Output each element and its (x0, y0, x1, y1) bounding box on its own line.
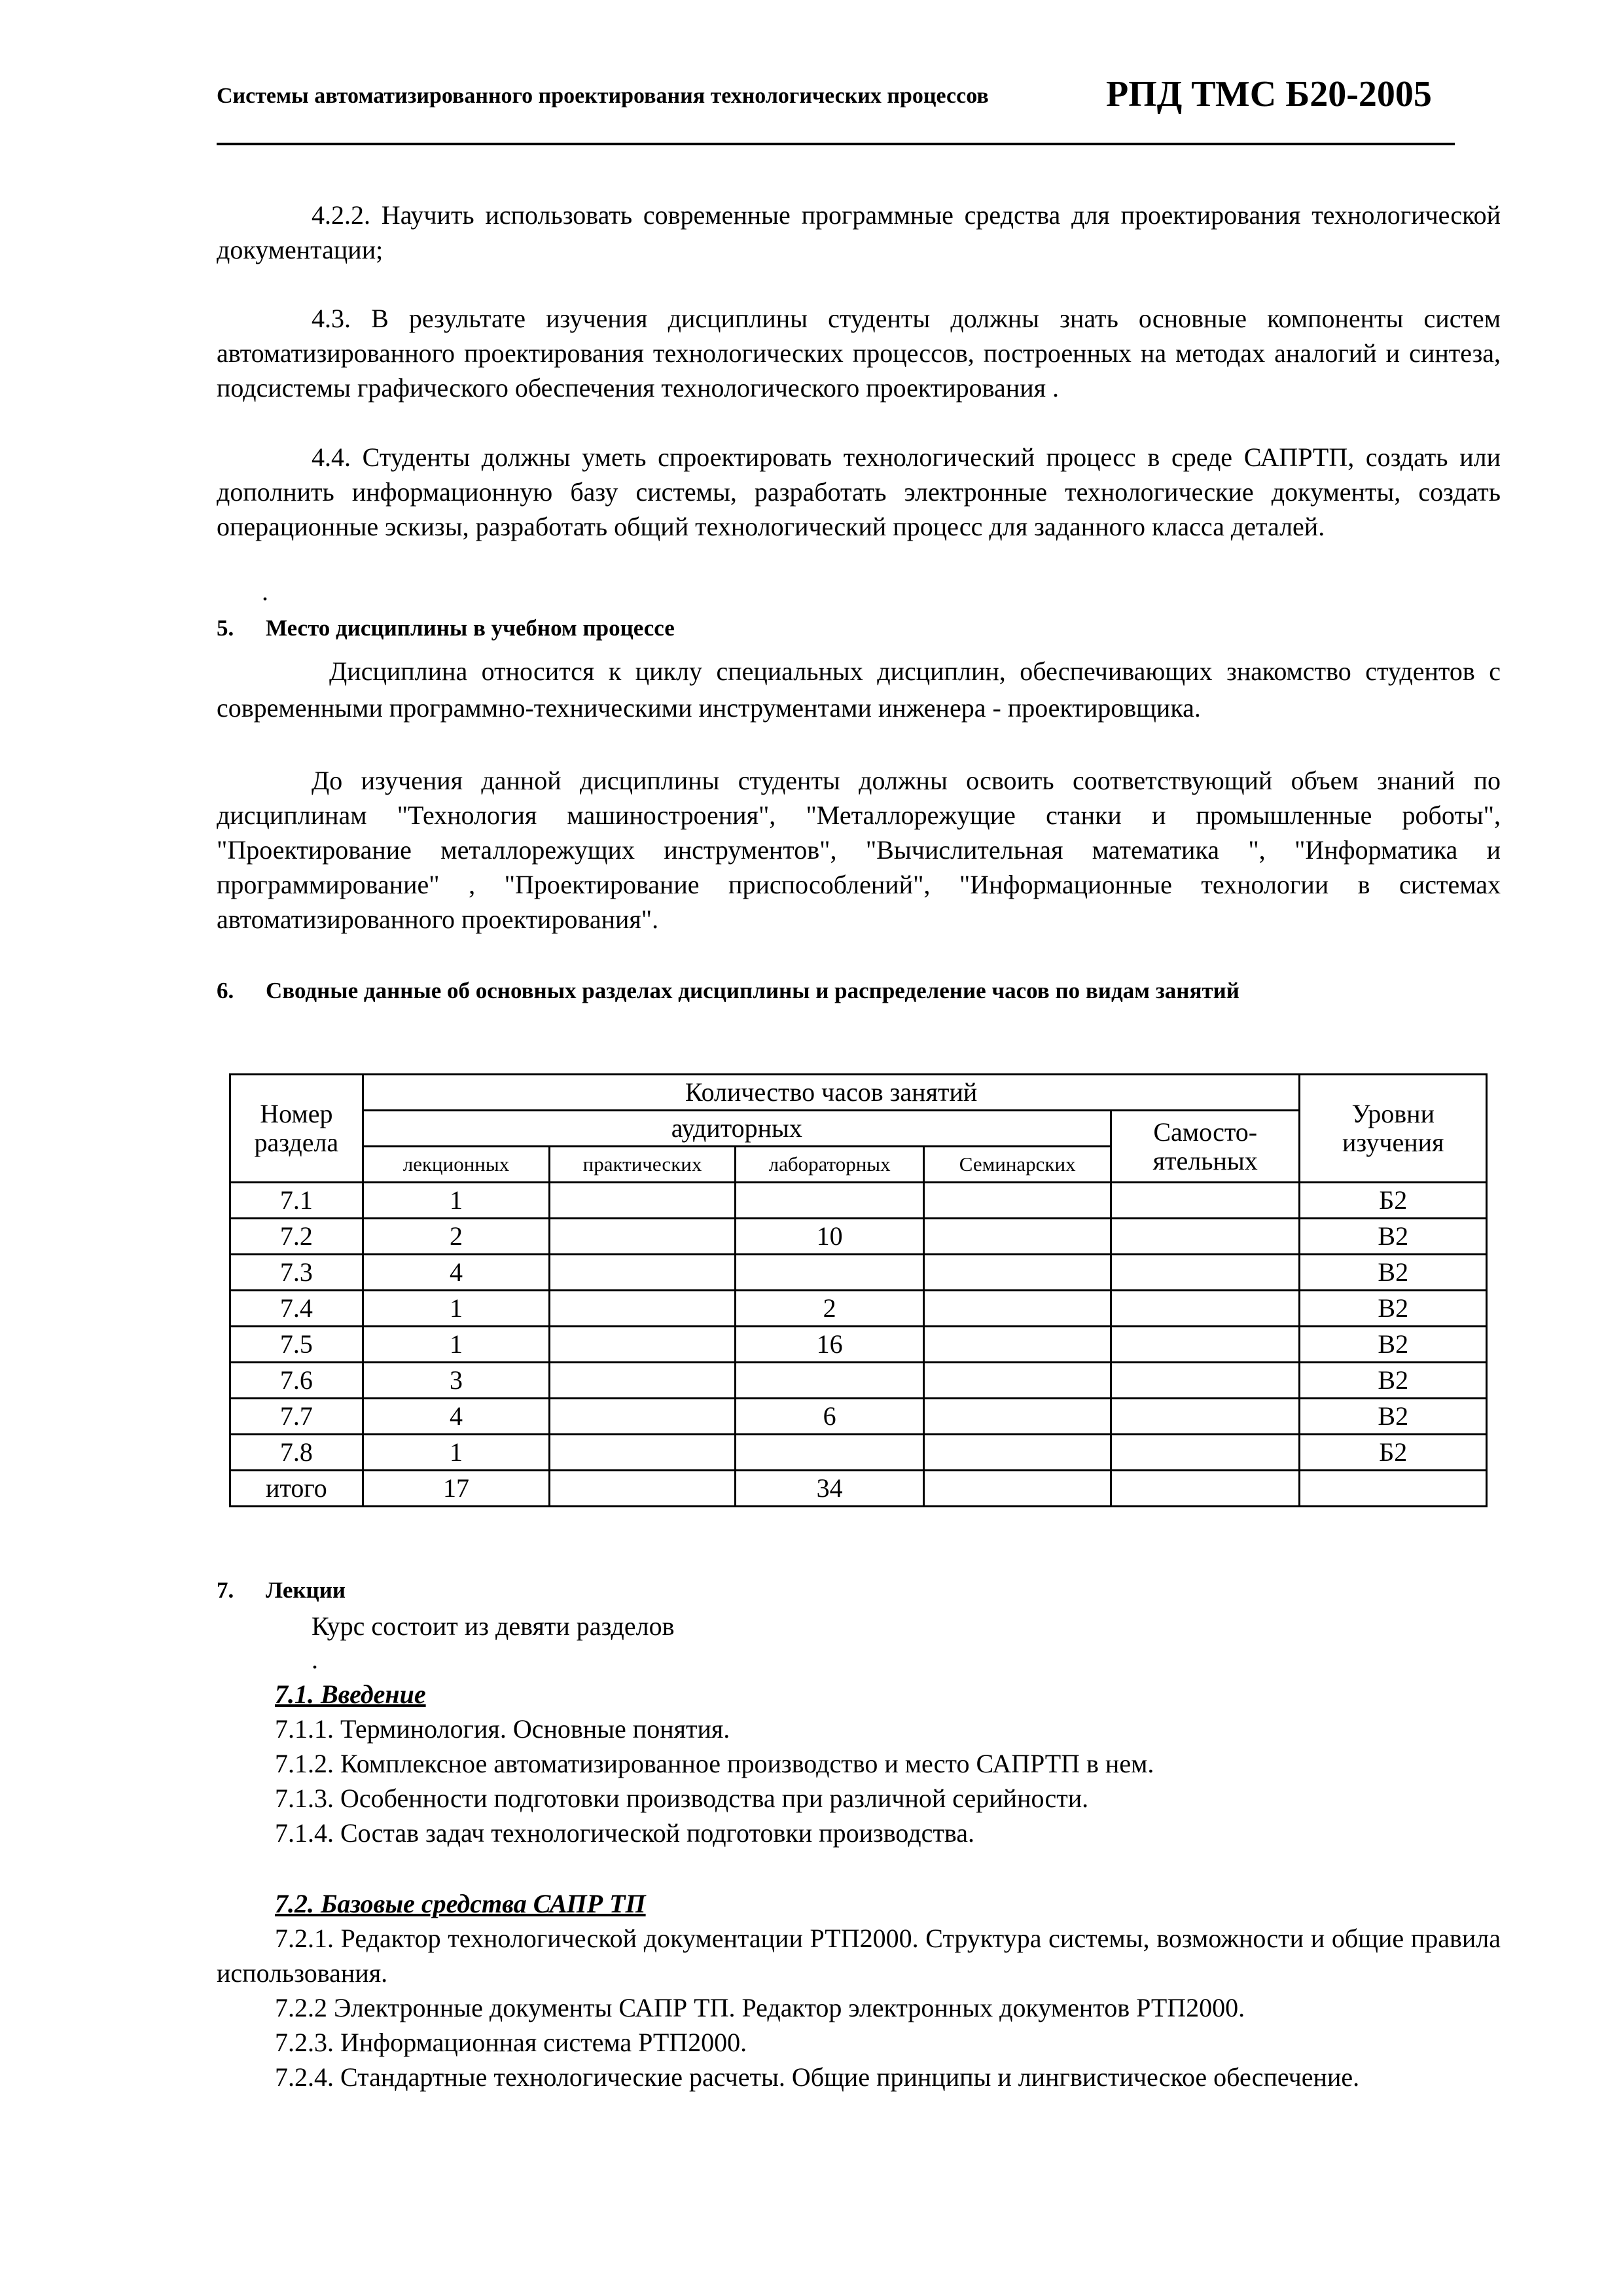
table-cell (1111, 1399, 1299, 1435)
hours-table (229, 1073, 1488, 1507)
table-cell (1300, 1471, 1487, 1507)
table-row (230, 1183, 1487, 1219)
table-cell (550, 1471, 736, 1507)
section-5-heading: 5. Место дисциплины в учебном процессе (217, 615, 675, 641)
list-item: 7.2.1. Редактор технологической документации РТП2000. Структура системы, возможности и общие правила использования. (217, 1924, 1501, 1988)
header-section-number: Номер раздела (230, 1075, 363, 1183)
table-cell: 1 (363, 1327, 550, 1363)
table-cell: 34 (735, 1471, 924, 1507)
subsection-7-2-list (217, 1921, 1501, 2094)
table-cell (924, 1291, 1111, 1327)
subheader-cell: лекционных (363, 1147, 550, 1183)
table-row (230, 1219, 1487, 1255)
header-classroom: аудиторных (363, 1111, 1111, 1147)
list-item: 7.1.1. Терминология. Основные понятия. (275, 1714, 730, 1744)
table-cell (1111, 1327, 1299, 1363)
table-cell: 17 (363, 1471, 550, 1507)
table-cell (924, 1435, 1111, 1471)
table-row (230, 1471, 1487, 1507)
list-item: 7.2.4. Стандартные технологические расчеты. Общие принципы и лингвистическое обеспечение. (275, 2062, 1360, 2092)
table-cell: 7.6 (230, 1363, 363, 1399)
table-cell (735, 1363, 924, 1399)
table-cell (735, 1255, 924, 1291)
paragraph-4-3: 4.3. В результате изучения дисциплины студенты должны знать основные компоненты систем автоматизированного проектирования технологических процессов, построенных на методах аналогий и синтеза, подсистемы графического обеспечения технологического проектирования . (217, 304, 1501, 403)
subheader-cell: практических (550, 1147, 736, 1183)
table-cell (924, 1471, 1111, 1507)
table-cell: 3 (363, 1363, 550, 1399)
header-self-study: Самосто-ятельных (1111, 1111, 1299, 1183)
table-cell: 16 (735, 1327, 924, 1363)
section-7-intro: Курс состоит из девяти разделов (312, 1611, 675, 1641)
paragraph-4-2-2: 4.2.2. Научить использовать современные программные средства для проектирования технологической документации; (217, 200, 1501, 264)
table-cell (924, 1399, 1111, 1435)
subheader-cell: Семинарских (924, 1147, 1111, 1183)
table-cell: 2 (363, 1219, 550, 1255)
table-cell (924, 1183, 1111, 1219)
table-cell: 1 (363, 1435, 550, 1471)
table-row (230, 1399, 1487, 1435)
table-cell: 7.1 (230, 1183, 363, 1219)
list-item: 7.2.2 Электронные документы САПР ТП. Редактор электронных документов РТП2000. (275, 1993, 1245, 2022)
table-cell: 7.8 (230, 1435, 363, 1471)
table-cell: В2 (1300, 1255, 1487, 1291)
table-cell (550, 1291, 736, 1327)
table-cell (550, 1399, 736, 1435)
table-cell (924, 1219, 1111, 1255)
table-cell: 7.5 (230, 1327, 363, 1363)
table-row (230, 1291, 1487, 1327)
table-cell (924, 1255, 1111, 1291)
table-cell: В2 (1300, 1291, 1487, 1327)
table-cell (550, 1327, 736, 1363)
list-item: 7.1.4. Состав задач технологической подготовки производства. (275, 1818, 974, 1848)
table-cell: В2 (1300, 1327, 1487, 1363)
list-item: 7.2.3. Информационная система РТП2000. (275, 2028, 747, 2057)
subsection-7-2-title: 7.2. Базовые средства САПР ТП (275, 1889, 646, 1918)
header-divider (217, 143, 1455, 145)
subsection-7-1-list (275, 1712, 1154, 1850)
table-cell: 7.3 (230, 1255, 363, 1291)
table-cell: 4 (363, 1399, 550, 1435)
subheader-cell: лабораторных (735, 1147, 924, 1183)
dot-mark: . (262, 577, 268, 606)
list-item: 7.1.2. Комплексное автоматизированное производство и место САПРТП в нем. (275, 1749, 1154, 1778)
paragraph-4-4: 4.4. Студенты должны уметь спроектировать технологический процесс в среде САПРТП, создать или дополнить информационную базу системы, разработать электронные технологические документы, создать операционные эскизы, разработать общий технологический процесс для заданного класса деталей. (217, 442, 1501, 541)
table-cell: итого (230, 1471, 363, 1507)
header-level: Уровни изучения (1300, 1075, 1487, 1183)
table-row (230, 1327, 1487, 1363)
section-5-paragraph-1: Дисциплина относится к циклу специальных дисциплин, обеспечивающих знакомство студентов с современными программно-техническими инструментами инженера - проектировщика. (217, 656, 1501, 723)
table-cell (550, 1363, 736, 1399)
table-row (230, 1435, 1487, 1471)
table-cell (1111, 1435, 1299, 1471)
table-cell: В2 (1300, 1399, 1487, 1435)
table-cell (735, 1435, 924, 1471)
header-hours: Количество часов занятий (363, 1075, 1300, 1111)
table-cell: 6 (735, 1399, 924, 1435)
table-cell: 1 (363, 1183, 550, 1219)
table-cell (924, 1363, 1111, 1399)
document-code: РПД ТМС Б20-2005 (1106, 74, 1432, 115)
table-cell: 7.7 (230, 1399, 363, 1435)
table-cell (924, 1327, 1111, 1363)
table-cell (735, 1183, 924, 1219)
table-cell (1111, 1291, 1299, 1327)
table-row (230, 1255, 1487, 1291)
table-cell: 7.2 (230, 1219, 363, 1255)
table-cell: В2 (1300, 1363, 1487, 1399)
section-5-paragraph-2: До изучения данной дисциплины студенты должны освоить соответствующий объем знаний по дисциплинам "Технология машиностроения", "Металлорежущие станки и промышленные роботы", "Проектирование металлорежущих инструментов", "Вычислительная математика ", "Информатика и программирование" , "Проектирование приспособлений", "Информационные технологии в системах автоматизированного проектирования". (217, 766, 1501, 934)
table-cell: 1 (363, 1291, 550, 1327)
table-cell (1111, 1471, 1299, 1507)
subsection-7-1-title: 7.1. Введение (275, 1679, 426, 1709)
table-cell: Б2 (1300, 1435, 1487, 1471)
table-cell: 7.4 (230, 1291, 363, 1327)
table-cell (550, 1435, 736, 1471)
table-cell: Б2 (1300, 1183, 1487, 1219)
table-cell: В2 (1300, 1219, 1487, 1255)
table-cell (550, 1219, 736, 1255)
header-title: Системы автоматизированного проектирования технологических процессов (217, 84, 989, 108)
dot-mark: . (312, 1645, 318, 1674)
table-cell (1111, 1255, 1299, 1291)
section-6-heading: 6. Сводные данные об основных разделах дисциплины и распределение часов по видам занятий (217, 978, 1240, 1003)
table-cell (1111, 1363, 1299, 1399)
table-cell: 4 (363, 1255, 550, 1291)
list-item: 7.1.3. Особенности подготовки производства при различной серийности. (275, 1784, 1089, 1813)
table-row (230, 1363, 1487, 1399)
table-cell: 2 (735, 1291, 924, 1327)
table-cell (550, 1183, 736, 1219)
table-cell (1111, 1219, 1299, 1255)
section-7-heading: 7. Лекции (217, 1577, 346, 1603)
table-cell (1111, 1183, 1299, 1219)
table-cell: 10 (735, 1219, 924, 1255)
table-cell (550, 1255, 736, 1291)
